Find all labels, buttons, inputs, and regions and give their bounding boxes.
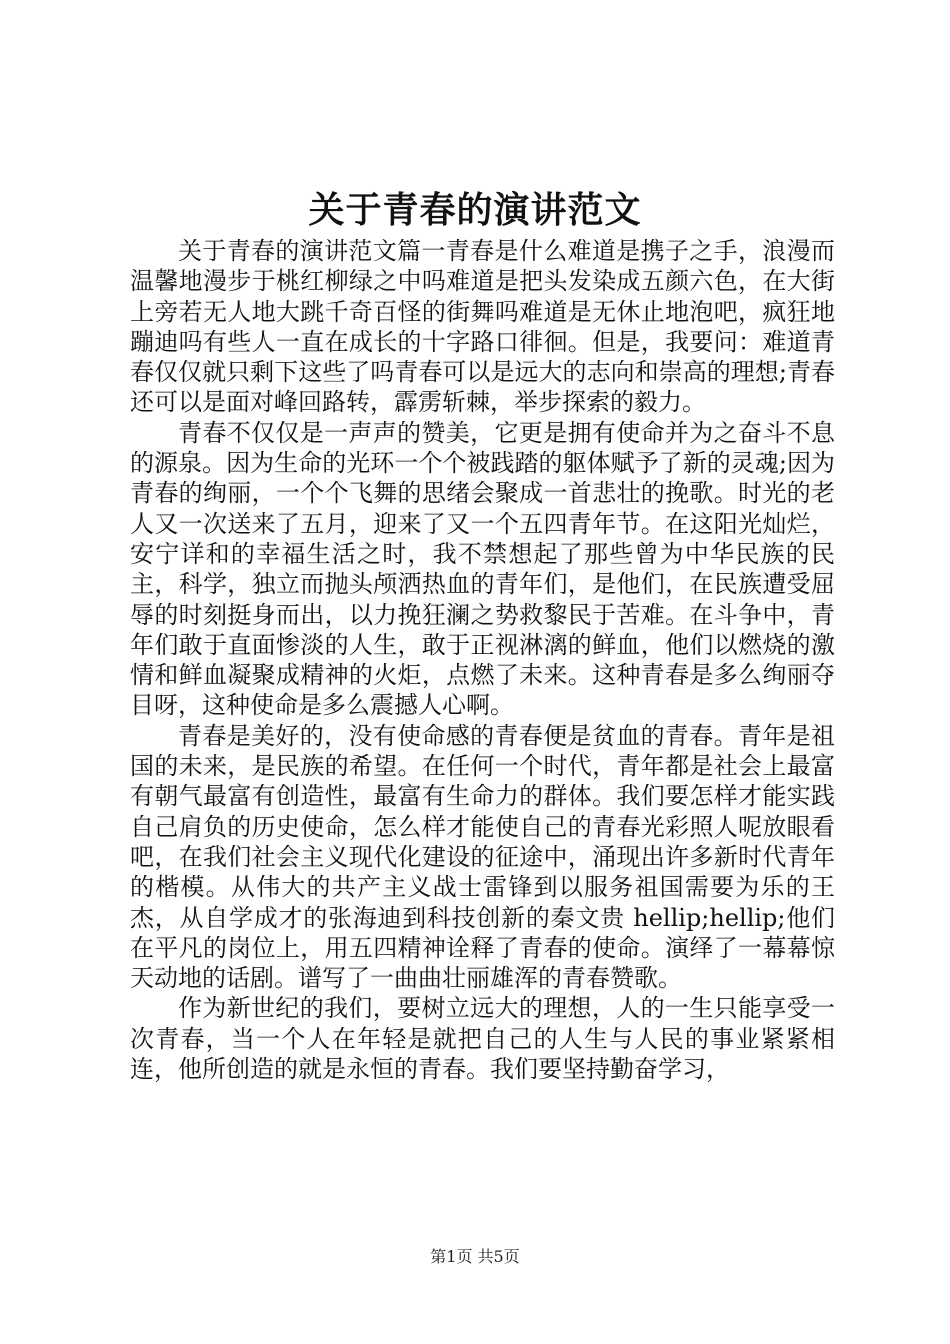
paragraph: 青春不仅仅是一声声的赞美，它更是拥有使命并为之奋斗不息的源泉。因为生命的光环一个个被践踏的躯体赋予了新的灵魂;因为青春的绚丽，一个个飞舞的思绪会聚成一首悲壮的挽歌。时光的老人又一次送来了五月，迎来了又一个五四青年节。在这阳光灿烂，安宁详和的幸福生活之时，我不禁想起了那些曾为中华民族的民主，科学，独立而抛头颅洒热血的青年们，是他们，在民族遭受屈辱的时刻挺身而出，以力挽狂澜之势救黎民于苦难。在斗争中，青年们敢于直面惨淡的人生，敢于正视淋漓的鲜血，他们以燃烧的激情和鲜血凝聚成精神的火炬，点燃了未来。这种青春是多么绚丽夺目呀，这种使命是多么震撼人心啊。	[130, 418, 835, 720]
document-title: 关于青春的演讲范文	[308, 189, 642, 231]
paragraph: 作为新世纪的我们，要树立远大的理想，人的一生只能享受一次青春，当一个人在年轻是就把自己的人生与人民的事业紧紧相连，他所创造的就是永恒的青春。我们要坚持勤奋学习，	[130, 994, 835, 1084]
paragraph: 青春是美好的，没有使命感的青春便是贫血的青春。青年是祖国的未来，是民族的希望。在任何一个时代，青年都是社会上最富有朝气最富有创造性，最富有生命力的群体。我们要怎样才能实践自己肩负的历史使命，怎么样才能使自己的青春光彩照人呢放眼看吧，在我们社会主义现代化建设的征途中，涌现出许多新时代青年的楷模。从伟大的共产主义战士雷锋到以服务祖国需要为乐的王杰，从自学成才的张海迪到科技创新的秦文贵 hellip;hellip;他们在平凡的岗位上，用五四精神诠释了青春的使命。演绎了一幕幕惊天动地的话剧。谱写了一曲曲壮丽雄浑的青春赞歌。	[130, 721, 835, 993]
page-footer: 第1页 共5页	[430, 1247, 520, 1266]
paragraph: 关于青春的演讲范文篇一青春是什么难道是携子之手，浪漫而温馨地漫步于桃红柳绿之中吗难道是把头发染成五颜六色，在大街上旁若无人地大跳千奇百怪的街舞吗难道是无休止地泡吧，疯狂地蹦迪吗有些人一直在成长的十字路口徘徊。但是，我要问：难道青春仅仅就只剩下这些了吗青春可以是远大的志向和崇高的理想;青春还可以是面对峰回路转，霹雳斩棘，举步探索的毅力。	[130, 237, 835, 417]
document-body	[130, 236, 835, 1084]
